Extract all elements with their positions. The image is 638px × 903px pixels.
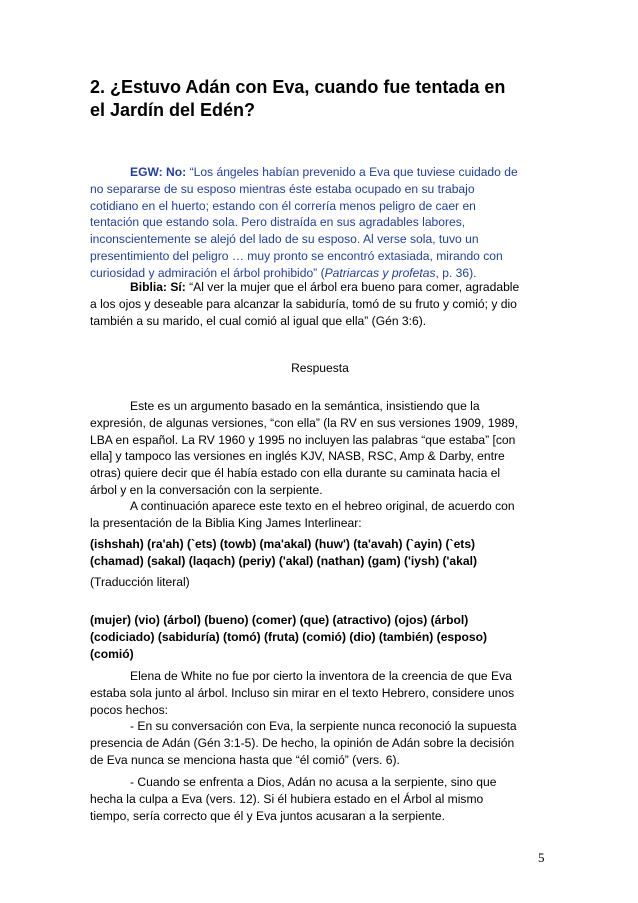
egw-line: no separarse de su esposo mientras éste estaba ocupado en su trabajo xyxy=(90,181,475,196)
paragraph-3 xyxy=(90,668,550,769)
paragraph-1 xyxy=(90,398,550,499)
text-line: hecha la culpa a Eva (vers. 12). Si él hubiera estado en el Árbol al mismo xyxy=(90,791,484,806)
paragraph-4 xyxy=(90,774,550,824)
text-line: Elena de White no fue por cierto la inventora de la creencia de que Eva xyxy=(130,669,512,683)
text-line: - En su conversación con Eva, la serpiente nunca reconoció la supuesta xyxy=(130,719,517,734)
literal-label xyxy=(90,574,550,591)
book-title: Patriarcas y profetas xyxy=(324,265,436,280)
biblia-line: “Al ver la mujer que el árbol era bueno para comer, agradable xyxy=(185,280,520,294)
text-line: ella] y tampoco las versiones en inglés KJV, NASB, RSC, Amp & Darby, entre xyxy=(90,449,505,464)
text-line: LBA en español. La RV 1960 y 1995 no incluyen las palabras “que estaba” [con xyxy=(90,432,516,447)
egw-line: “Los ángeles habían prevenido a Eva que tuviese cuidado de xyxy=(186,165,518,179)
biblia-quote xyxy=(90,279,550,329)
text-line: otras) quiere decir que él había estado con ella durante su caminata hacia el xyxy=(90,466,501,481)
egw-line: curiosidad y admiración el árbol prohibido” ( xyxy=(90,265,325,280)
egw-line: presentimiento del peligro … muy pronto se encontró extasiada, mirando con xyxy=(90,248,503,263)
literal-translation xyxy=(90,612,550,662)
text-line: expresión, de algunas versiones, “con ella” (la RV en sus versiones 1909, 1989, xyxy=(90,415,519,430)
text-line: Este es un argumento basado en la semántica, insistiendo que la xyxy=(130,399,480,413)
literal-label-text: (Traducción literal) xyxy=(90,575,190,589)
text-line: la presentación de la Biblia King James Interlinear: xyxy=(90,515,362,530)
literal-line: (mujer) (vio) (árbol) (bueno) (comer) (que) (atractivo) (ojos) (árbol) xyxy=(90,613,469,627)
literal-line: (codiciado) (sabiduría) (tomó) (fruta) (comió) (dio) (también) (esposo) xyxy=(90,629,488,644)
paragraph-2 xyxy=(90,498,550,532)
text-line: presencia de Adán (Gén 3:1-5). De hecho, la opinión de Adán sobre la decisión xyxy=(90,736,515,751)
text-line: de Eva nunca se menciona hasta que “él comió” (vers. 6). xyxy=(90,752,400,767)
hebrew-line: (chamad) (sakal) (laqach) (periy) ('akal) (nathan) (gam) ('iysh) ('akal) xyxy=(90,553,477,568)
text-line: pocos hechos: xyxy=(90,702,168,717)
biblia-line: también a su marido, el cual comió al igual que ella” (Gén 3:6). xyxy=(90,313,427,328)
egw-line: cotidiano en el huerto; estando con él correría menos peligro de caer en xyxy=(90,198,476,213)
egw-line: tentación que estando sola. Pero distraída en sus agradables labores, xyxy=(90,215,466,230)
text-line: estaba sola junto al árbol. Incluso sin mirar en el texto Hebrero, considere unos xyxy=(90,685,515,700)
text-line: - Cuando se enfrenta a Dios, Adán no acusa a la serpiente, sino que xyxy=(130,775,497,789)
heading-line-1: 2. ¿Estuvo Adán con Eva, cuando fue tentada en xyxy=(90,77,506,97)
egw-line: inconscientemente se alejó del lado de su esposo. Al verse sola, tuvo un xyxy=(90,232,479,247)
respuesta-text: Respuesta xyxy=(291,361,349,375)
hebrew-line: (ishshah) (ra'ah) (`ets) (towb) (ma'akal) (huw') (ta'avah) (`ayin) (`ets) xyxy=(90,537,476,551)
text-line: A continuación aparece este texto en el hebreo original, de acuerdo con xyxy=(130,499,515,513)
question-heading xyxy=(90,76,560,122)
literal-line: (comió) xyxy=(90,646,134,661)
page-number: 5 xyxy=(538,850,545,865)
text-line: árbol y en la conversación con la serpiente. xyxy=(90,482,323,497)
text-line: tiempo, sería correcto que él y Eva juntos acusaran a la serpiente. xyxy=(90,808,445,823)
egw-label: EGW: No: xyxy=(130,165,187,179)
egw-quote xyxy=(90,164,550,282)
heading-line-2: el Jardín del Edén? xyxy=(90,100,256,120)
egw-line: , p. 36). xyxy=(435,265,477,280)
hebrew-transliteration xyxy=(90,536,550,570)
respuesta-heading xyxy=(90,360,550,377)
biblia-label: Biblia: Sí: xyxy=(130,280,186,294)
biblia-line: a los ojos y deseable para alcanzar la sabiduría, tomó de su fruto y comió; y dio xyxy=(90,296,517,311)
